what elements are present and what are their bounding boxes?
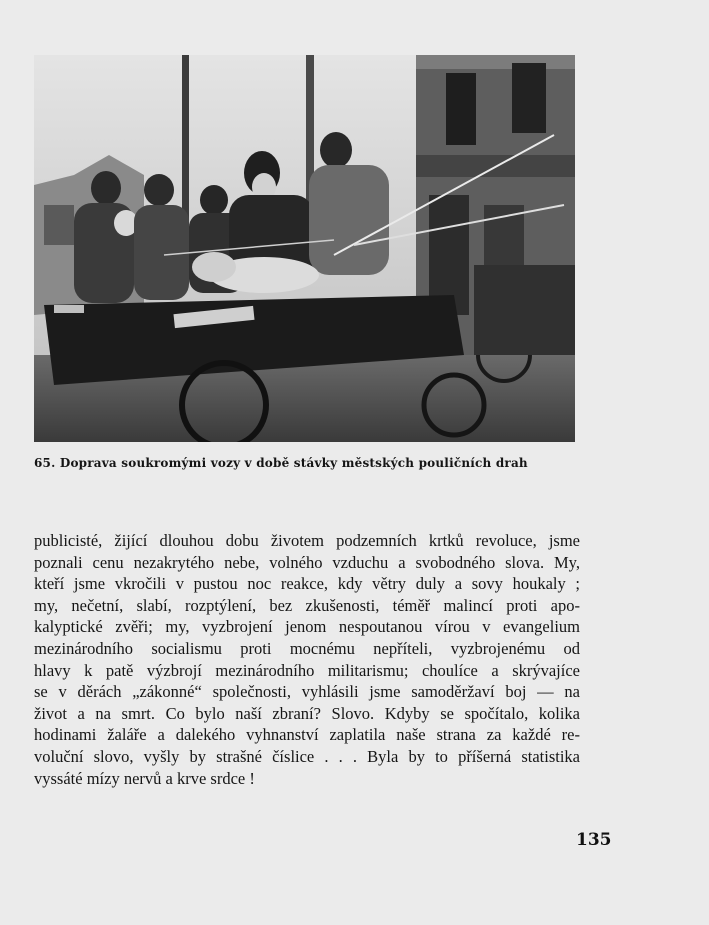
text-line: život a na smrt. Co bylo naší zbraní? Slovo. Kdyby se spočítalo, kolika — [34, 703, 580, 723]
photograph-horse-cart — [34, 55, 575, 442]
text-line: my, nečetní, slabí, rozptýlení, bez zkušenosti, téměř malincí proti apo- — [34, 595, 580, 615]
text-line: publicisté, žijící dlouhou dobu životem podzemních krtků revoluce, jsme — [34, 531, 580, 550]
text-line: poznali cenu nezakrytého nebe, volného vzduchu a svobodného slova. My, — [34, 552, 580, 572]
text-line: hlavy k patě výzbrojí mezinárodního militarismu; choulíce a skrývajíce — [34, 660, 580, 680]
text-line: se v děrách „zákonné“ společnosti, vyhlásili jsme samoděržaví boj — na — [34, 682, 580, 702]
body-paragraph — [34, 530, 580, 789]
page-number: 135 — [576, 830, 612, 850]
figure-caption: 65. Doprava soukromými vozy v době stávky městských pouličních drah — [34, 456, 528, 470]
text-line: vyssáté mízy nervů a krve srdce ! — [34, 768, 255, 788]
text-line: mezinárodního socialismu proti mocnému nepříteli, vyzbrojenému od — [34, 638, 580, 658]
text-line: voluční slovo, vyšly by strašné číslice . . . Byla by to příšerná statistika — [34, 746, 580, 766]
text-line: hodinami žaláře a dalekého vyhnanství zaplatila naše strana za každé re- — [34, 725, 580, 745]
text-line: kteří jsme vkročili v pustou noc reakce, kdy větry duly a sovy houkaly ; — [34, 574, 580, 594]
text-line: kalyptické zvěři; my, vyzbrojení jenom nespoutanou vírou v evangelium — [34, 617, 580, 637]
